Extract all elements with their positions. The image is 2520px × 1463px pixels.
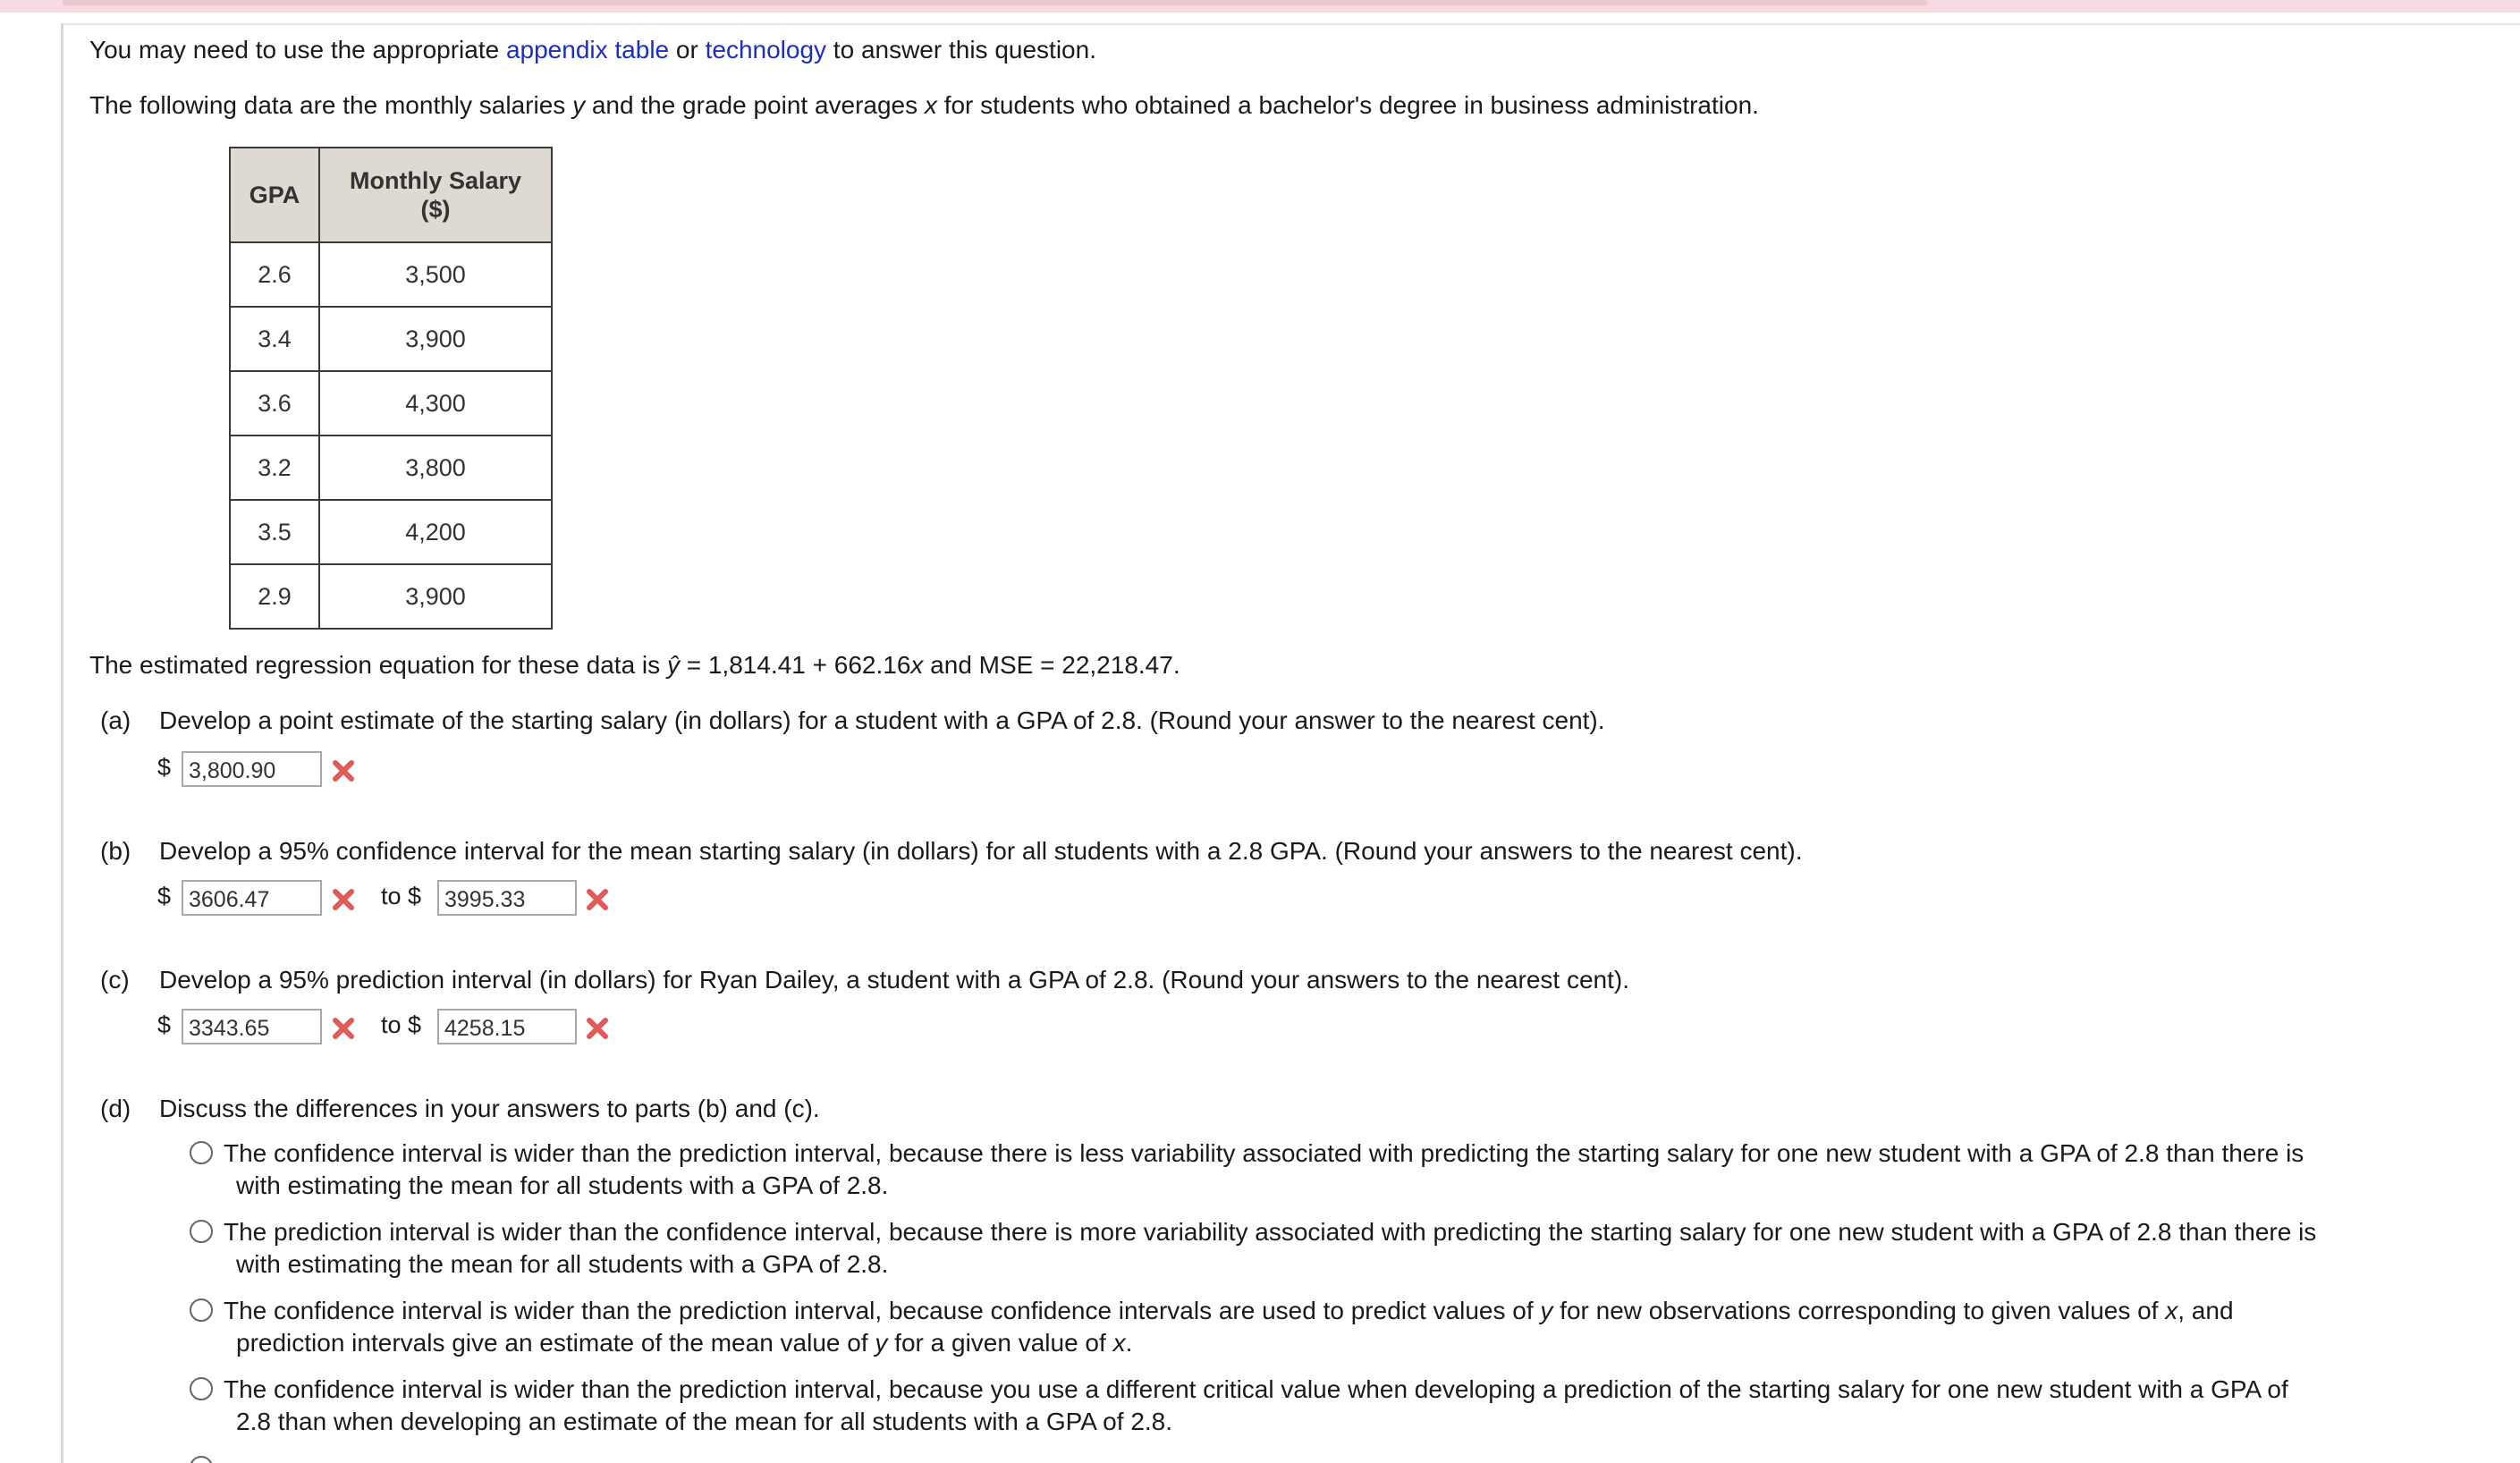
table-row (230, 242, 552, 307)
question-top-border (63, 23, 2520, 25)
var-x: x (910, 651, 924, 679)
cell-gpa: 3.5 (230, 500, 319, 564)
incorrect-x-icon (331, 887, 356, 912)
option-4-text[interactable] (224, 1374, 2520, 1438)
incorrect-x-icon (585, 887, 610, 912)
regression-part: = 1,814.41 + 662.16 (679, 651, 911, 679)
incorrect-x-icon (331, 758, 356, 783)
top-banner (0, 0, 2520, 13)
part-a-currency: $ (157, 754, 172, 781)
option-5-radio[interactable] (190, 1456, 213, 1463)
part-c-to-label: to $ (381, 1011, 422, 1038)
option-1-text[interactable] (224, 1137, 2520, 1202)
incorrect-x-icon (331, 1016, 356, 1041)
part-b-lower-input[interactable]: 3606.47 (182, 880, 322, 916)
var-x: x (924, 91, 937, 119)
var-y: y (875, 1329, 888, 1357)
intro-text (89, 34, 1096, 66)
table-row (230, 371, 552, 436)
part-b-question: Develop a 95% confidence interval for the mean starting salary (in dollars) for all students with a 2.8 GPA. (Round your answers to the nearest cent). (159, 837, 1803, 865)
description-part: for students who obtained a bachelor's degree in business administration. (936, 91, 1759, 119)
part-c-label: (c) (100, 966, 130, 994)
option-3-text[interactable] (224, 1295, 2520, 1359)
part-c-currency: $ (157, 1011, 172, 1038)
cell-gpa: 3.6 (230, 371, 319, 436)
option-1-line2: with estimating the mean for all students with a GPA of 2.8. (236, 1171, 889, 1199)
part-c-question: Develop a 95% prediction interval (in dollars) for Ryan Dailey, a student with a GPA of 2.8. (Round your answers to the nearest cent). (159, 966, 1630, 994)
option-1-line1: The confidence interval is wider than the prediction interval, because there is less variability associated with predicting the starting salary for one new student with a GPA of 2.8 than there is (224, 1139, 2304, 1167)
cell-salary: 4,300 (319, 371, 552, 436)
option-3-part: The confidence interval is wider than the prediction interval, because confidence intervals are used to predict values of (224, 1297, 1541, 1324)
var-y: y (572, 91, 586, 119)
regression-part: and MSE = 22,218.47. (923, 651, 1180, 679)
description-part: and the grade point averages (585, 91, 925, 119)
option-3-part: , and (2178, 1297, 2234, 1324)
cell-gpa: 2.9 (230, 564, 319, 629)
part-b-label: (b) (100, 837, 131, 865)
var-yhat: ŷ (666, 651, 680, 679)
technology-link[interactable]: technology (705, 36, 827, 63)
part-a-label: (a) (100, 706, 131, 734)
part-d-label: (d) (100, 1095, 131, 1122)
appendix-table-link[interactable]: appendix table (505, 36, 670, 63)
option-4-line1: The confidence interval is wider than the prediction interval, because you use a different critical value when developing a prediction of the starting salary for one new student with a GPA of (224, 1375, 2288, 1403)
option-2-line1: The prediction interval is wider than the confidence interval, because there is more variability associated with predicting the starting salary for one new student with a GPA of 2.8 than there is (224, 1218, 2317, 1246)
var-x: x (2165, 1297, 2178, 1324)
cell-salary: 3,900 (319, 564, 552, 629)
header-salary-line1: Monthly Salary (349, 167, 522, 194)
cell-salary: 3,900 (319, 307, 552, 371)
part-a-answer-input[interactable]: 3,800.90 (182, 751, 322, 787)
header-gpa: GPA (230, 148, 319, 242)
cell-salary: 3,800 (319, 436, 552, 500)
option-1-radio[interactable] (190, 1141, 213, 1164)
part-b-to-label: to $ (381, 883, 422, 909)
option-3-part: for new observations corresponding to given values of (1552, 1297, 2166, 1324)
part-b-upper-input[interactable]: 3995.33 (437, 880, 577, 916)
part-b-currency: $ (157, 883, 172, 909)
header-salary-line2: ($) (420, 196, 451, 223)
cell-gpa: 2.6 (230, 242, 319, 307)
table-row (230, 436, 552, 500)
table-row (230, 500, 552, 564)
option-4-radio[interactable] (190, 1377, 213, 1400)
description-part: The following data are the monthly salaries (89, 91, 573, 119)
part-c-lower-input[interactable]: 3343.65 (182, 1009, 322, 1044)
question-left-border (61, 23, 63, 1463)
option-2-line2: with estimating the mean for all students with a GPA of 2.8. (236, 1250, 889, 1278)
table-row (230, 564, 552, 629)
option-3-line1 (224, 1297, 2234, 1324)
cell-gpa: 3.4 (230, 307, 319, 371)
description-text (89, 89, 1759, 122)
intro-post: to answer this question. (826, 36, 1096, 63)
incorrect-x-icon (585, 1016, 610, 1041)
data-table (229, 147, 553, 630)
top-banner-strip (63, 0, 1927, 5)
option-3-part: prediction intervals give an estimate of the mean value of (236, 1329, 875, 1357)
part-c-upper-input[interactable]: 4258.15 (437, 1009, 577, 1044)
var-y: y (1540, 1297, 1553, 1324)
option-2-text[interactable] (224, 1216, 2520, 1281)
option-3-line2 (224, 1327, 2520, 1359)
option-2-radio[interactable] (190, 1220, 213, 1243)
part-a-question: Develop a point estimate of the starting salary (in dollars) for a student with a GPA of 2.8. (Round your answer to the nearest cent). (159, 706, 1605, 734)
table-row (230, 307, 552, 371)
part-d-question: Discuss the differences in your answers to parts (b) and (c). (159, 1095, 820, 1122)
header-monthly-salary (319, 148, 552, 242)
option-3-part: . (1125, 1329, 1133, 1357)
var-x: x (1112, 1329, 1126, 1357)
cell-salary: 4,200 (319, 500, 552, 564)
regression-equation (89, 649, 1180, 681)
intro-mid: or (669, 36, 706, 63)
intro-pre: You may need to use the appropriate (89, 36, 506, 63)
option-3-part: for a given value of (887, 1329, 1113, 1357)
cell-gpa: 3.2 (230, 436, 319, 500)
option-3-radio[interactable] (190, 1298, 213, 1322)
option-4-line2: 2.8 than when developing an estimate of the mean for all students with a GPA of 2.8. (236, 1408, 1173, 1435)
cell-salary: 3,500 (319, 242, 552, 307)
regression-part: The estimated regression equation for these data is (89, 651, 667, 679)
